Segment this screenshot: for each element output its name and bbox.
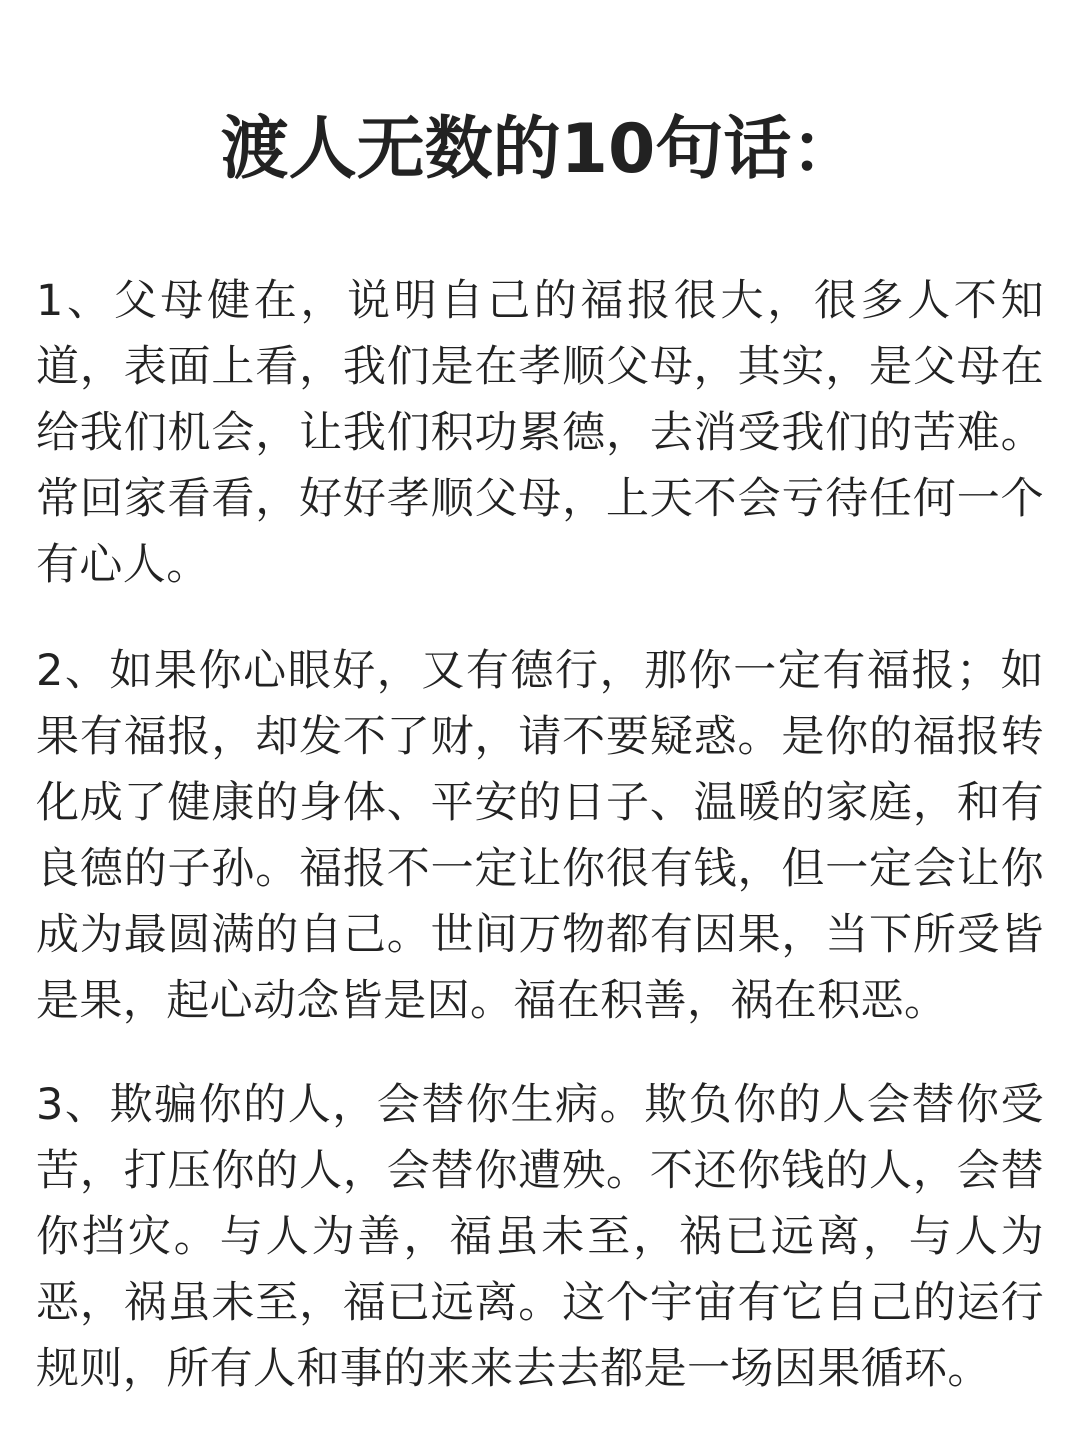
paragraph-2: 2、如果你心眼好，又有德行，那你一定有福报；如果有福报，却发不了财，请不要疑惑。是你的福报转化成了健康的身体、平安的日子、温暖的家庭，和有良德的子孙。福报不一定让你很有钱，但一定会让你成为最圆满的自己。世间万物都有因果，当下所受皆是果，起心动念皆是因。福在积善，祸在积恶。: [36, 646, 1044, 1026]
page-title: 渡人无数的10句话：: [220, 110, 860, 189]
paragraph-3: 3、欺骗你的人，会替你生病。欺负你的人会替你受苦，打压你的人，会替你遭殃。不还你钱的人，会替你挡灾。与人为善，福虽未至，祸已远离，与人为恶，祸虽未至，福已远离。这个宇宙有它自己的运行规则，所有人和事的来来去去都是一场因果循环。: [36, 1080, 1044, 1394]
paragraph-1: 1、父母健在，说明自己的福报很大，很多人不知道，表面上看，我们是在孝顺父母，其实，是父母在给我们机会，让我们积功累德，去消受我们的苦难。常回家看看，好好孝顺父母，上天不会亏待任何一个有心人。: [36, 276, 1044, 590]
